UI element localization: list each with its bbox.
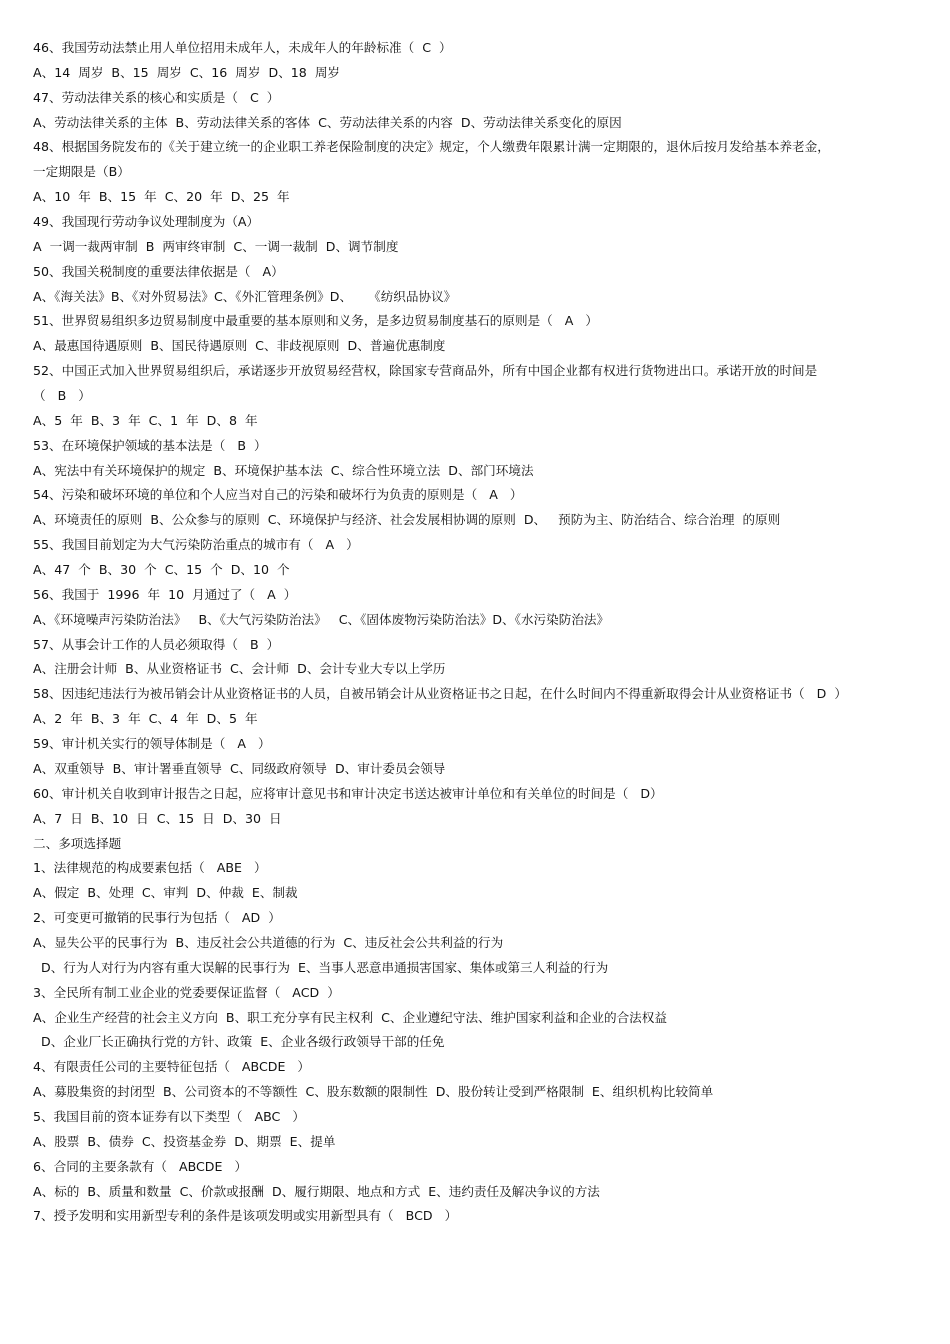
options-52: A、5 年 B、3 年 C、1 年 D、8 年 [33,412,258,428]
options-58: A、2 年 B、3 年 C、4 年 D、5 年 [33,711,258,727]
section-heading-multiple-choice: 二、多项选择题 [33,835,122,851]
mc-options-3: A、企业生产经营的社会主义方向 B、职工充分享有民主权利 C、企业遵纪守法、维护国家利益和企业的合法权益 [33,1009,667,1025]
mc-options-2-cont: D、行为人对行为内容有重大误解的民事行为 E、当事人恶意串通损害国家、集体或第三人利益的行为 [33,959,609,975]
mc-options-1: A、假定 B、处理 C、审判 D、仲裁 E、制裁 [33,885,298,901]
mc-options-5: A、股票 B、债券 C、投资基金券 D、期票 E、提单 [33,1133,336,1149]
mc-options-4: A、募股集资的封闭型 B、公司资本的不等额性 C、股东数额的限制性 D、股份转让受到严格限制 E、组织机构比较简单 [33,1084,714,1100]
options-46: A、14 周岁 B、15 周岁 C、16 周岁 D、18 周岁 [33,64,341,80]
mc-question-7: 7、授予发明和实用新型专利的条件是该项发明或实用新型具有（ BCD ） [33,1208,458,1224]
question-57: 57、从事会计工作的人员必须取得（ B ） [33,636,280,652]
mc-options-6: A、标的 B、质量和数量 C、价款或报酬 D、履行期限、地点和方式 E、违约责任及解决争议的方法 [33,1183,600,1199]
options-48: A、10 年 B、15 年 C、20 年 D、25 年 [33,189,290,205]
options-55: A、47 个 B、30 个 C、15 个 D、10 个 [33,562,290,578]
mc-question-5: 5、我国目前的资本证券有以下类型（ ABC ） [33,1108,305,1124]
question-56: 56、我国于 1996 年 10 月通过了（ A ） [33,586,297,602]
mc-options-2: A、显失公平的民事行为 B、违反社会公共道德的行为 C、违反社会公共利益的行为 [33,934,504,950]
mc-question-2: 2、可变更可撤销的民事行为包括（ AD ） [33,910,281,926]
mc-question-6: 6、合同的主要条款有（ ABCDE ） [33,1158,248,1174]
mc-question-3: 3、全民所有制工业企业的党委要保证监督（ ACD ） [33,984,340,1000]
question-51: 51、世界贸易组织多边贸易制度中最重要的基本原则和义务，是多边贸易制度基石的原则是（ A ） [33,313,599,329]
mc-question-1: 1、法律规范的构成要素包括（ ABE ） [33,860,267,876]
question-48: 48、根据国务院发布的《关于建立统一的企业职工养老保险制度的决定》规定，个人缴费年限累计满一定期限的，退休后按月发给基本养老金， [33,139,830,155]
question-50: 50、我国关税制度的重要法律依据是（ A） [33,263,284,279]
options-53: A、宪法中有关环境保护的规定 B、环境保护基本法 C、综合性环境立法 D、部门环境法 [33,462,534,478]
question-47: 47、劳动法律关系的核心和实质是（ C ） [33,89,280,105]
question-53: 53、在环境保护领域的基本法是（ B ） [33,437,267,453]
mc-options-3-cont: D、企业厂长正确执行党的方针、政策 E、企业各级行政领导干部的任免 [33,1034,445,1050]
question-54: 54、污染和破坏环境的单位和个人应当对自己的污染和破坏行为负责的原则是（ A ） [33,487,523,503]
question-60: 60、审计机关自收到审计报告之日起，应将审计意见书和审计决定书送达被审计单位和有关单位的时间是（ D） [33,785,663,801]
question-59: 59、审计机关实行的领导体制是（ A ） [33,736,271,752]
options-57: A、注册会计师 B、从业资格证书 C、会计师 D、会计专业大专以上学历 [33,661,446,677]
options-51: A、最惠国待遇原则 B、国民待遇原则 C、非歧视原则 D、普遍优惠制度 [33,338,446,354]
options-50: A、《海关法》B、《对外贸易法》C、《外汇管理条例》D、 《纺织品协议》 [33,288,457,304]
options-59: A、双重领导 B、审计署垂直领导 C、同级政府领导 D、审计委员会领导 [33,760,446,776]
question-52: 52、中国正式加入世界贸易组织后，承诺逐步开放贸易经营权，除国家专营商品外，所有中国企业都有权进行货物进出口。承诺开放的时间是 [33,363,818,379]
question-48-cont: 一定期限是（B） [33,164,130,180]
options-47: A、劳动法律关系的主体 B、劳动法律关系的客体 C、劳动法律关系的内容 D、劳动法律关系变化的原因 [33,114,622,130]
question-49: 49、我国现行劳动争议处理制度为（A） [33,214,260,230]
mc-question-4: 4、有限责任公司的主要特征包括（ ABCDE ） [33,1059,311,1075]
options-49: A 一调一裁两审制 B 两审终审制 C、一调一裁制 D、调节制度 [33,238,399,254]
options-54: A、环境责任的原则 B、公众参与的原则 C、环境保护与经济、社会发展相协调的原则 D、 预防为主、防治结合、综合治理 的原则 [33,512,781,528]
question-58: 58、因违纪违法行为被吊销会计从业资格证书的人员，自被吊销会计从业资格证书之日起，在什么时间内不得重新取得会计从业资格证书（ D ） [33,686,847,702]
question-46: 46、我国劳动法禁止用人单位招用未成年人，未成年人的年龄标准（ C ） [33,40,452,55]
text-body [33,36,928,1229]
question-55: 55、我国目前划定为大气污染防治重点的城市有（ A ） [33,537,359,553]
options-56: A、《环境噪声污染防治法》 B、《大气污染防治法》 C、《固体废物污染防治法》D、《水污染防治法》 [33,611,610,627]
options-60: A、7 日 B、10 日 C、15 日 D、30 日 [33,810,282,826]
question-52-answer: （ B ） [33,388,91,404]
